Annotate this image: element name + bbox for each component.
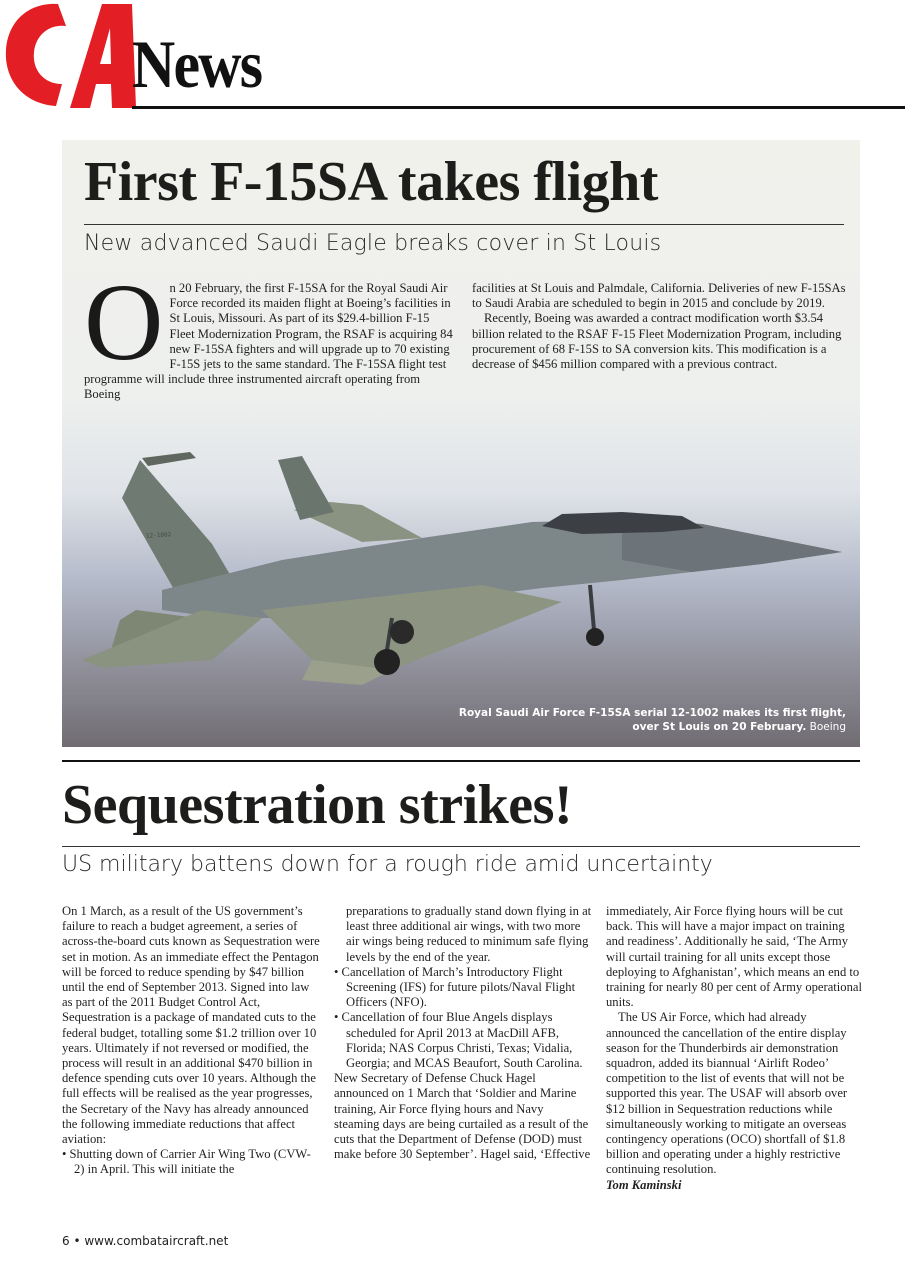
story2-rule xyxy=(62,846,860,847)
story2-subtitle: US military battens down for a rough ride amid uncertainty xyxy=(62,852,713,877)
section-title: News xyxy=(132,26,262,102)
story2-column-2 xyxy=(334,904,592,1162)
caption-line-2: over St Louis on 20 February. xyxy=(632,721,807,733)
masthead xyxy=(0,0,905,115)
story1-rule xyxy=(84,224,844,225)
photo-credit: Boeing xyxy=(809,721,846,733)
story1-subtitle: New advanced Saudi Eagle breaks cover in St Louis xyxy=(84,231,662,256)
story2-column-1 xyxy=(62,904,320,1178)
photo-caption xyxy=(426,706,846,734)
story2-title: Sequestration strikes! xyxy=(62,774,573,836)
caption-line-1: Royal Saudi Air Force F-15SA serial 12-1002 makes its first flight, xyxy=(458,707,846,719)
story2-paragraph-3: immediately, Air Force flying hours will be cut back. This will have a major impact on training and readiness’. Additionally he said, ‘The Army will curtail training for all units except those deploying to Afghanistan’, which means an end to training for nearly 80 per cent of Army operational units. xyxy=(606,904,862,1010)
masthead-rule xyxy=(132,106,905,109)
story1-title: First F-15SA takes flight xyxy=(84,151,658,213)
story1-paragraph-2: facilities at St Louis and Palmdale, California. Deliveries of new F-15SAs to Saudi Arabia are scheduled to begin in 2015 and conclude by 2019. xyxy=(472,281,846,311)
story1-paragraph-1: n 20 February, the first F-15SA for the Royal Saudi Air Force recorded its maiden flight at Boeing’s facilities in St Louis, Missouri. As part of its $29.4-billion F-15 Fleet Modernization Program, the RSAF is acquiring 84 new F-15SA fighters and will upgrade up to 70 existing F-15S jets to the same standard. The F-15SA flight test programme will include three instrumented aircraft operating from Boeing xyxy=(84,281,453,402)
story2-column-3 xyxy=(606,904,864,1193)
combat-aircraft-logo[interactable] xyxy=(0,0,140,112)
drop-cap: O xyxy=(84,261,164,383)
story-f15sa xyxy=(62,140,860,747)
tail-serial: 12-1002 xyxy=(145,531,172,540)
story2-paragraph-4: The US Air Force, which had already announced the cancellation of the entire display season for the Thunderbirds air demonstration squadron, added its biannual ‘Airlift Rodeo’ competition to the list of events that will not be supported this year. The USAF will absorb over $12 billion in Sequestration reductions while simultaneously working to mitigate an overseas contingency operations (OCO) shortfall of $1.8 billion and operating under a highly restrictive continuing resolution. xyxy=(606,1010,848,1177)
story1-column-1 xyxy=(84,261,454,403)
page-footer[interactable]: 6 • www.combataircraft.net xyxy=(62,1234,229,1248)
story1-column-2 xyxy=(472,281,847,372)
author-byline: Tom Kaminski xyxy=(606,1177,682,1192)
story2-paragraph-1: On 1 March, as a result of the US government’s failure to reach a budget agreement, a series of across-the-board cuts known as Sequestration were set in motion. As an immediate effect the Pentagon will be forced to reduce spending by $47 billion until the end of September 2013. Signed into law as part of the 2011 Budget Control Act, Sequestration is a package of mandated cuts to the federal budget, totalling some $1.2 trillion over 10 years. Ultimately if not reversed or modified, the process will result in an additional $470 billion in defence spending cuts over 10 years. Although the full effects will be realised as the year progresses, the Secretary of the Navy has already announced the following immediate reductions that affect aviation: xyxy=(62,904,320,1147)
story1-paragraph-3: Recently, Boeing was awarded a contract modification worth $3.54 billion related to the RSAF F-15 Fleet Modernization Program, including procurement of 68 F-15S to SA conversion kits. This modification is a decrease of $456 million compared with a previous contract. xyxy=(472,311,842,372)
bullet-item-1-continued: preparations to gradually stand down flying in at least three additional air wings, with two more air wings being reduced to minimum safe flying levels by the end of the year. xyxy=(346,904,592,964)
story2-paragraph-2: New Secretary of Defense Chuck Hagel announced on 1 March that ‘Soldier and Marine training, Air Force flying hours and Navy steaming days are being curtailed as a result of the cuts that the Department of Defense (DOD) must make before 30 September’. Hagel said, ‘Effective xyxy=(334,1071,591,1162)
story2-top-rule xyxy=(62,760,860,762)
bullet-item-1: • Shutting down of Carrier Air Wing Two (CVW-2) in April. This will initiate the xyxy=(62,1147,311,1177)
bullet-item-3: • Cancellation of four Blue Angels displays scheduled for April 2013 at MacDill AFB, Florida; NAS Corpus Christi, Texas; Vidalia, Georgia; and MCAS Beaufort, South Carolina. xyxy=(334,1010,583,1071)
bullet-item-2: • Cancellation of March’s Introductory Flight Screening (IFS) for future pilots/Naval Flight Officers (NFO). xyxy=(334,964,576,1010)
